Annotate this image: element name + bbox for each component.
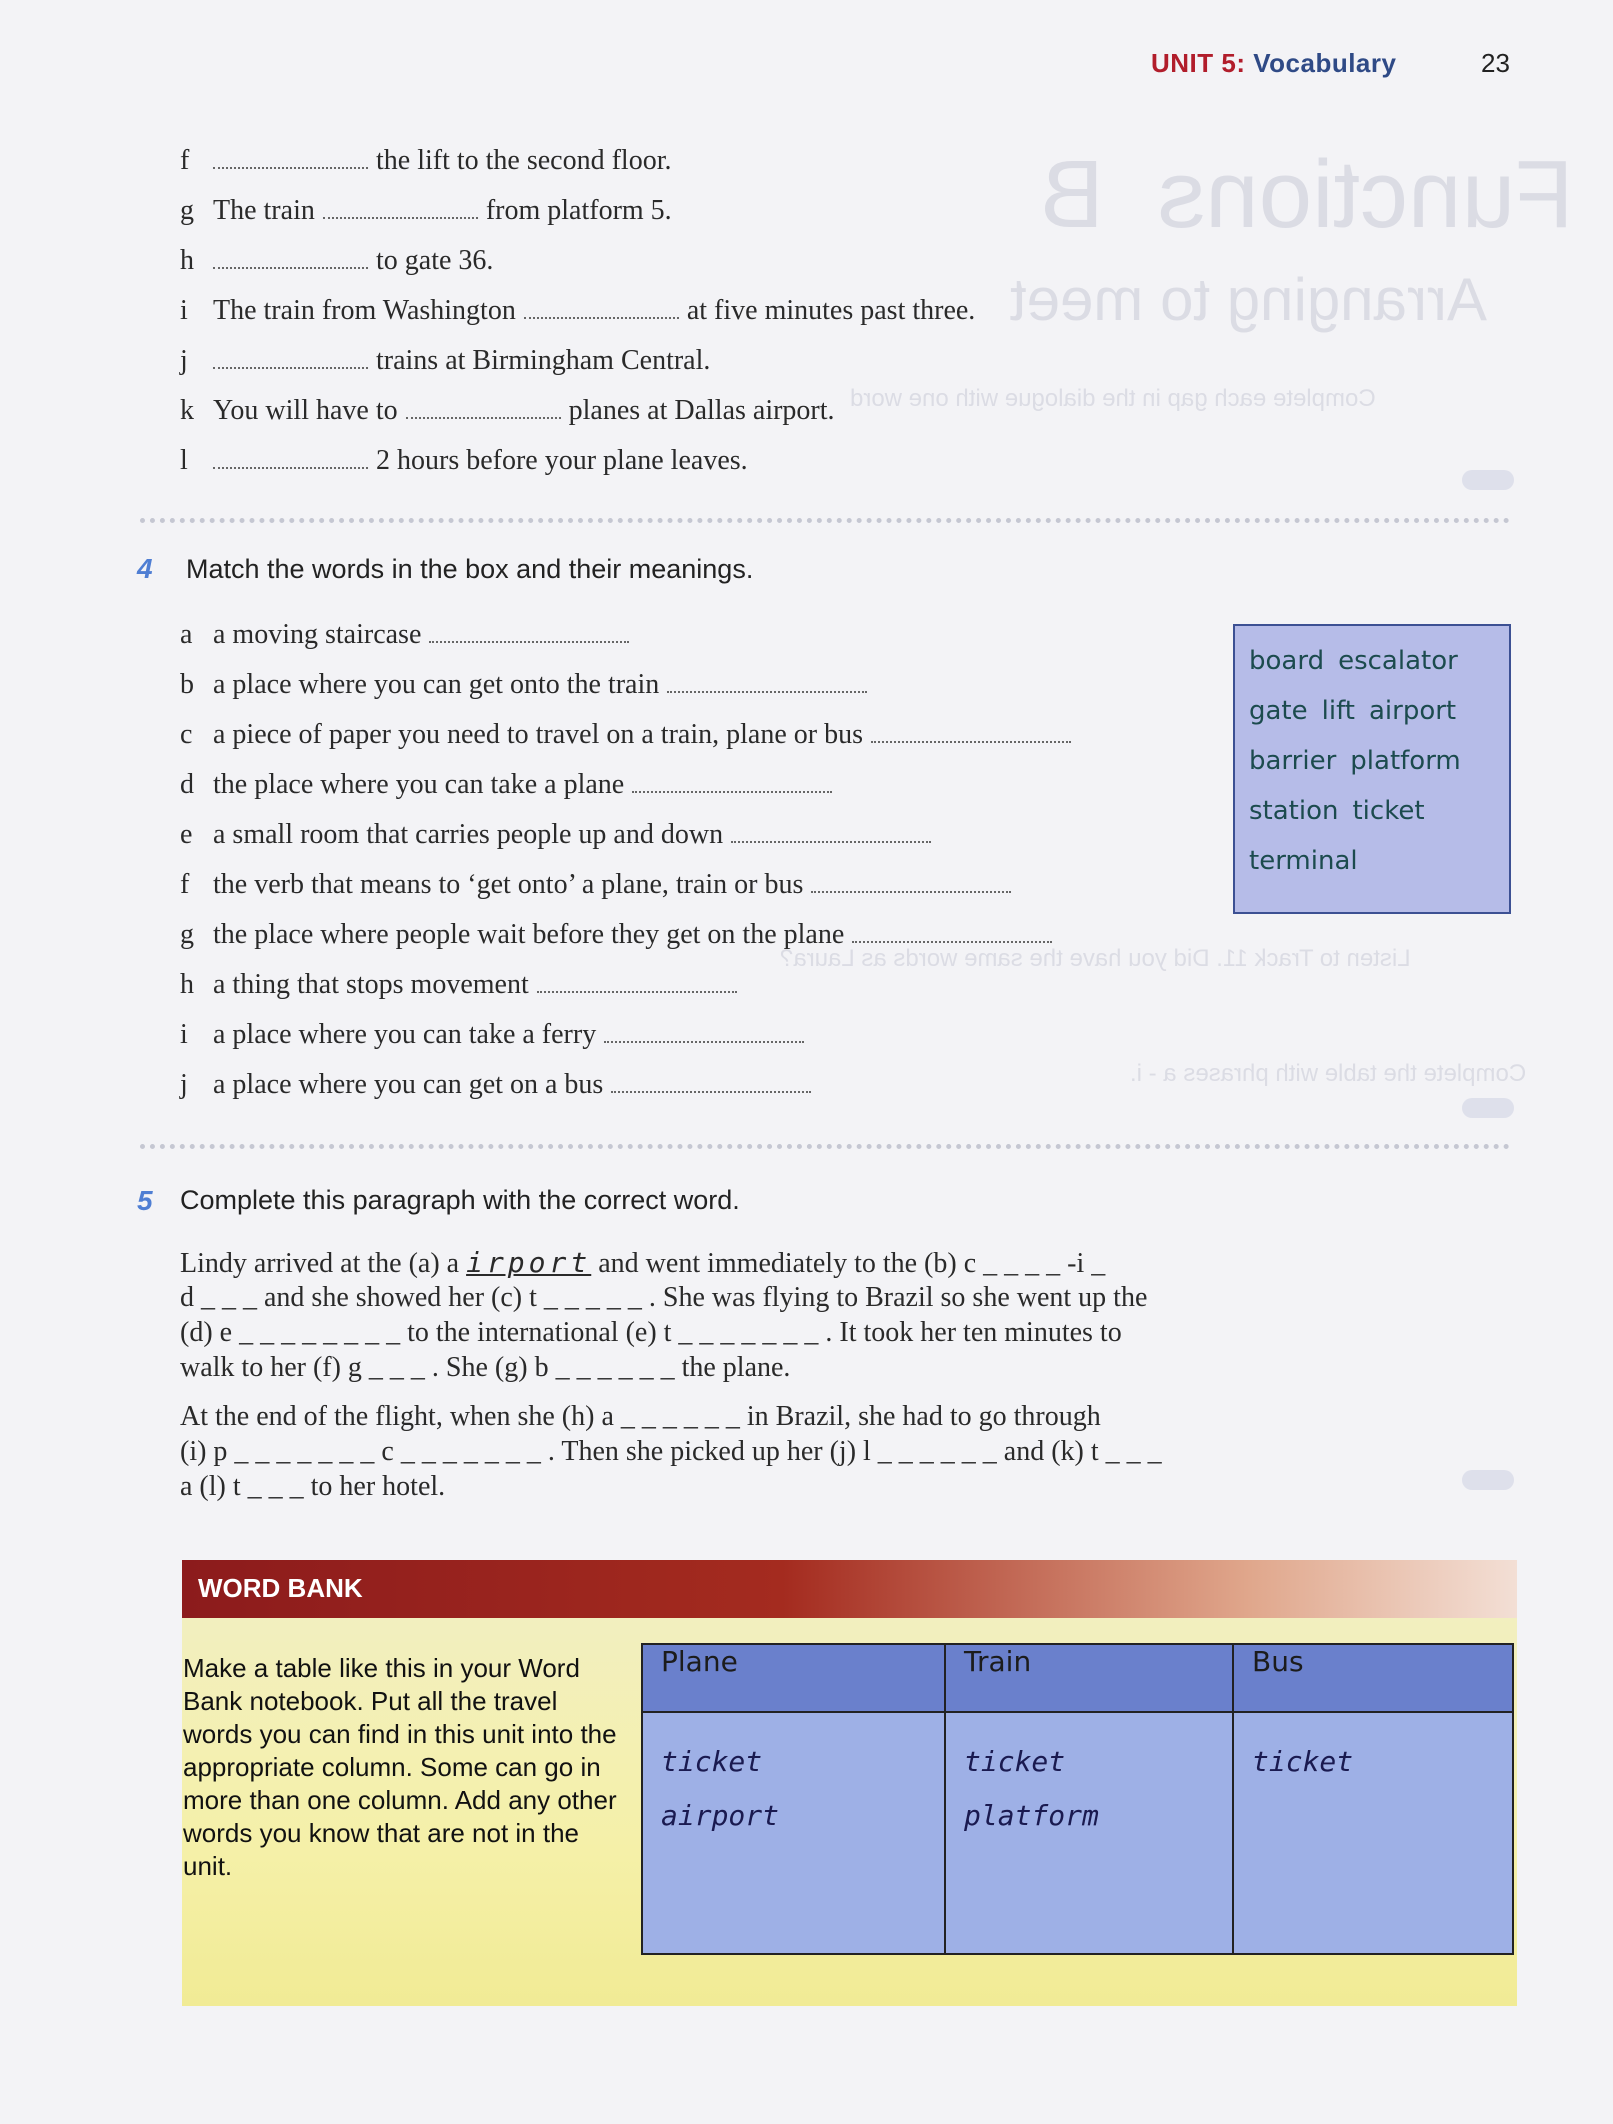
word-box-word: gate bbox=[1249, 696, 1308, 726]
showthrough-big-title bbox=[1040, 140, 1574, 250]
word-box-word: terminal bbox=[1249, 846, 1358, 876]
answer-blank[interactable] bbox=[632, 771, 832, 793]
item-pre-text: The train bbox=[213, 195, 315, 226]
word-box-row bbox=[1249, 786, 1495, 836]
item-letter: c bbox=[180, 719, 193, 750]
list-item bbox=[180, 394, 835, 428]
item-letter: b bbox=[180, 669, 194, 700]
word-box-word: station bbox=[1249, 796, 1339, 826]
answer-blank[interactable] bbox=[731, 821, 931, 843]
item-post-text: from platform 5. bbox=[485, 195, 672, 226]
word-box-word: ticket bbox=[1352, 796, 1425, 826]
word-box-row bbox=[1249, 836, 1495, 886]
item-text: the place where people wait before they get on the plane bbox=[213, 919, 845, 950]
divider bbox=[140, 1144, 1510, 1149]
paragraph-line: At the end of the flight, when she (h) a _ _ _ _ _ _ in Brazil, she had to go through bbox=[180, 1401, 1101, 1432]
item-letter: i bbox=[180, 295, 188, 326]
item-letter: j bbox=[180, 1069, 188, 1100]
answer-blank[interactable] bbox=[667, 671, 867, 693]
list-item bbox=[180, 768, 840, 802]
item-pre-text: The train from Washington bbox=[213, 295, 516, 326]
table-cell-plane[interactable] bbox=[642, 1712, 945, 1954]
column-header-train: Train bbox=[945, 1644, 1233, 1712]
handwritten-entry: ticket bbox=[1252, 1745, 1354, 1778]
item-letter: g bbox=[180, 195, 194, 226]
item-text: a moving staircase bbox=[213, 619, 422, 650]
word-bank-title: WORD BANK bbox=[198, 1573, 363, 1603]
list-item bbox=[180, 294, 975, 328]
word-bank-instructions: Make a table like this in your Word Bank notebook. Put all the travel words you can find in this unit into the appropriate column. Some can go in more than one column. Add any other words you know that are not in the unit. bbox=[183, 1653, 617, 1881]
table-cell-bus[interactable] bbox=[1233, 1712, 1513, 1954]
list-item bbox=[180, 918, 1060, 952]
table-cell-train[interactable] bbox=[945, 1712, 1233, 1954]
list-item bbox=[180, 344, 710, 378]
item-letter: f bbox=[180, 145, 190, 176]
list-item bbox=[180, 1018, 812, 1052]
item-letter: h bbox=[180, 245, 194, 276]
answer-blank[interactable] bbox=[213, 147, 368, 169]
item-text: the verb that means to ‘get onto’ a plane, train or bus bbox=[213, 869, 804, 900]
exercise-4-number: 4 bbox=[137, 553, 153, 584]
answer-blank[interactable] bbox=[611, 1071, 811, 1093]
item-text: a place where you can take a ferry bbox=[213, 1019, 597, 1050]
answer-blank[interactable] bbox=[213, 247, 368, 269]
item-text: a piece of paper you need to travel on a train, plane or bus bbox=[213, 719, 863, 750]
paragraph-line: d _ _ _ and she showed her (c) t _ _ _ _ _ . She was flying to Brazil so she went up the bbox=[180, 1282, 1148, 1313]
answer-blank[interactable] bbox=[604, 1021, 804, 1043]
answer-blank[interactable] bbox=[429, 621, 629, 643]
answer-blank[interactable] bbox=[852, 921, 1052, 943]
handwritten-entry: platform bbox=[964, 1799, 1099, 1832]
key-icon bbox=[1462, 1470, 1514, 1490]
item-post-text: trains at Birmingham Central. bbox=[376, 345, 711, 376]
table-header-row bbox=[642, 1644, 1513, 1712]
answer-blank[interactable] bbox=[406, 397, 561, 419]
item-text: the place where you can take a plane bbox=[213, 769, 625, 800]
handwritten-entry: airport bbox=[661, 1799, 780, 1832]
list-item bbox=[180, 444, 748, 478]
word-box-row bbox=[1249, 736, 1495, 786]
list-item bbox=[180, 144, 672, 178]
answer-blank[interactable] bbox=[811, 871, 1011, 893]
list-item bbox=[180, 818, 939, 852]
item-post-text: planes at Dallas airport. bbox=[568, 395, 835, 426]
list-item bbox=[180, 718, 1079, 752]
list-item bbox=[180, 668, 875, 702]
item-letter: e bbox=[180, 819, 193, 850]
item-letter: d bbox=[180, 769, 194, 800]
unit-label: UNIT 5: bbox=[1151, 48, 1246, 78]
word-box-word: board bbox=[1249, 646, 1325, 676]
unit-header bbox=[1151, 48, 1396, 79]
answer-blank[interactable] bbox=[524, 297, 679, 319]
showthrough-line-1: Complete each gap in the dialogue with one word bbox=[850, 385, 1376, 412]
word-box-word: airport bbox=[1368, 696, 1457, 726]
section-label: Vocabulary bbox=[1253, 48, 1397, 78]
item-post-text: to gate 36. bbox=[376, 245, 494, 276]
item-letter: i bbox=[180, 1019, 188, 1050]
column-header-plane: Plane bbox=[642, 1644, 945, 1712]
item-letter: g bbox=[180, 919, 194, 950]
exercise-4-instruction: Match the words in the box and their meanings. bbox=[186, 554, 754, 584]
word-box-row bbox=[1249, 636, 1495, 686]
key-icon bbox=[1462, 470, 1514, 490]
item-letter: a bbox=[180, 619, 193, 650]
ghost-title-text: Functions bbox=[1157, 141, 1574, 248]
table-row bbox=[642, 1712, 1513, 1954]
divider bbox=[140, 518, 1510, 523]
answer-blank[interactable] bbox=[871, 721, 1071, 743]
word-bank-banner bbox=[182, 1560, 1517, 1618]
answer-blank[interactable] bbox=[537, 971, 737, 993]
answer-blank[interactable] bbox=[213, 347, 368, 369]
column-header-bus: Bus bbox=[1233, 1644, 1513, 1712]
answer-blank[interactable] bbox=[213, 447, 368, 469]
paragraph-text: and went immediately to the (b) c _ _ _ _ -i _ bbox=[591, 1248, 1106, 1279]
list-item bbox=[180, 1068, 819, 1102]
word-bank-table bbox=[641, 1643, 1514, 1955]
paragraph-line: walk to her (f) g _ _ _ . She (g) b _ _ _ _ _ _ the plane. bbox=[180, 1352, 791, 1383]
word-box-word: lift bbox=[1321, 696, 1355, 726]
item-text: a thing that stops movement bbox=[213, 969, 529, 1000]
exercise-5-number: 5 bbox=[137, 1185, 153, 1216]
showthrough-line-3: Complete the table with phrases a - i. bbox=[1130, 1060, 1527, 1087]
item-letter: f bbox=[180, 869, 190, 900]
key-icon bbox=[1462, 1098, 1514, 1118]
item-letter: k bbox=[180, 395, 194, 426]
paragraph-line: (d) e _ _ _ _ _ _ _ _ to the international (e) t _ _ _ _ _ _ _ . It took her ten minutes to bbox=[180, 1317, 1122, 1348]
list-item bbox=[180, 868, 1019, 902]
list-item bbox=[180, 968, 745, 1002]
handwritten-entry: ticket bbox=[661, 1745, 763, 1778]
item-pre-text: You will have to bbox=[213, 395, 398, 426]
item-text: a small room that carries people up and down bbox=[213, 819, 724, 850]
handwritten-entry: ticket bbox=[964, 1745, 1066, 1778]
showthrough-subtitle: Arranging to meet bbox=[1010, 266, 1487, 333]
handwritten-answer[interactable]: irport bbox=[466, 1246, 592, 1279]
item-text: a place where you can get on a bus bbox=[213, 1069, 604, 1100]
word-box-row bbox=[1249, 686, 1495, 736]
item-text: a place where you can get onto the train bbox=[213, 669, 660, 700]
list-item bbox=[180, 194, 672, 228]
list-item bbox=[180, 244, 493, 278]
word-box bbox=[1233, 624, 1511, 914]
paragraph-line bbox=[180, 1246, 1105, 1281]
answer-blank[interactable] bbox=[323, 197, 478, 219]
item-letter: h bbox=[180, 969, 194, 1000]
ghost-letter: B bbox=[1040, 141, 1105, 248]
page-number: 23 bbox=[1481, 48, 1510, 78]
item-post-text: at five minutes past three. bbox=[686, 295, 976, 326]
paragraph-line: (i) p _ _ _ _ _ _ _ c _ _ _ _ _ _ _ . Then she picked up her (j) l _ _ _ _ _ _ and (k) t _ _ _ bbox=[180, 1436, 1162, 1467]
item-post-text: 2 hours before your plane leaves. bbox=[376, 445, 748, 476]
paragraph-line: a (l) t _ _ _ to her hotel. bbox=[180, 1471, 446, 1502]
word-box-word: platform bbox=[1350, 746, 1461, 776]
item-letter: l bbox=[180, 445, 188, 476]
exercise-5-instruction: Complete this paragraph with the correct word. bbox=[180, 1185, 740, 1215]
word-box-word: escalator bbox=[1338, 646, 1458, 676]
word-box-word: barrier bbox=[1249, 746, 1337, 776]
item-letter: j bbox=[180, 345, 188, 376]
paragraph-text: Lindy arrived at the (a) a bbox=[180, 1248, 460, 1279]
list-item bbox=[180, 618, 637, 652]
item-post-text: the lift to the second floor. bbox=[376, 145, 672, 176]
showthrough-line-2: Listen to Track 11. Did you have the same words as Laura? bbox=[780, 945, 1411, 972]
